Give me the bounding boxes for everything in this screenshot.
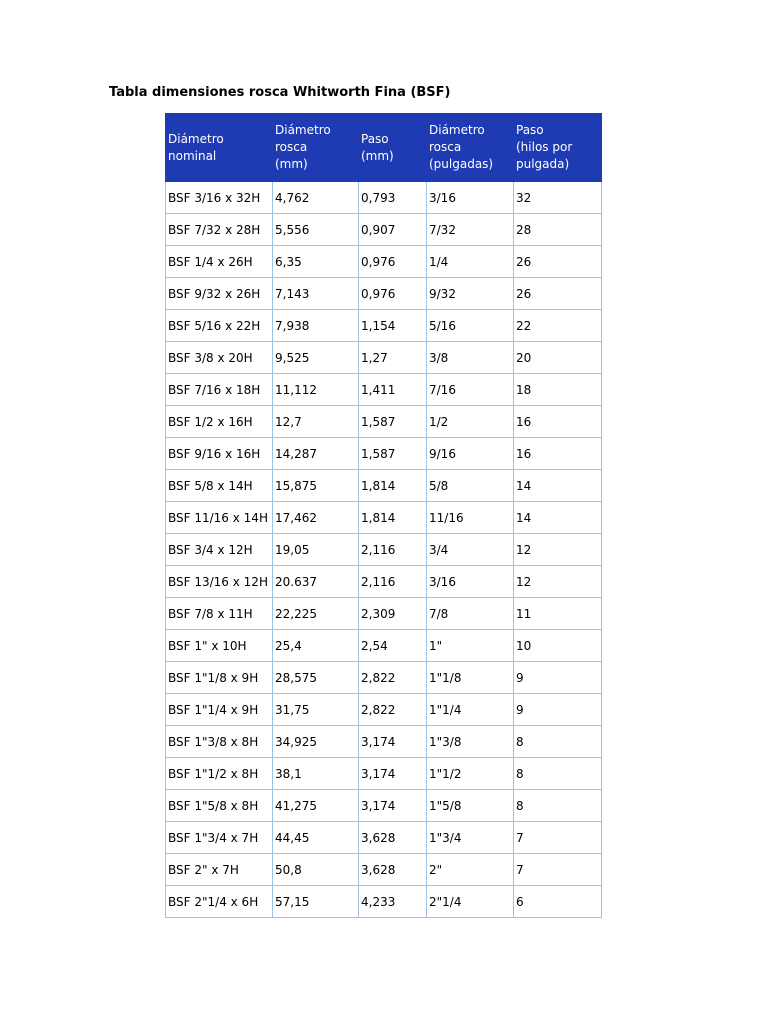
cell-diametro-rosca-mm: 31,75 bbox=[273, 694, 359, 726]
cell-paso-mm: 3,174 bbox=[359, 726, 427, 758]
cell-diametro-rosca-mm: 28,575 bbox=[273, 662, 359, 694]
cell-diametro-rosca-mm: 11,112 bbox=[273, 374, 359, 406]
cell-diametro-rosca-pulgadas: 1"1/2 bbox=[427, 758, 514, 790]
cell-paso-hilos: 26 bbox=[514, 278, 602, 310]
table-row bbox=[166, 278, 602, 310]
cell-paso-hilos: 16 bbox=[514, 406, 602, 438]
cell-diametro-rosca-pulgadas: 3/16 bbox=[427, 566, 514, 598]
cell-diametro-rosca-mm: 34,925 bbox=[273, 726, 359, 758]
cell-diametro-nominal: BSF 3/16 x 32H bbox=[166, 182, 273, 214]
cell-diametro-rosca-pulgadas: 7/16 bbox=[427, 374, 514, 406]
cell-paso-mm: 0,976 bbox=[359, 278, 427, 310]
cell-diametro-nominal: BSF 13/16 x 12H bbox=[166, 566, 273, 598]
cell-diametro-nominal: BSF 3/8 x 20H bbox=[166, 342, 273, 374]
cell-diametro-rosca-pulgadas: 5/16 bbox=[427, 310, 514, 342]
cell-diametro-rosca-pulgadas: 2" bbox=[427, 854, 514, 886]
cell-paso-hilos: 8 bbox=[514, 758, 602, 790]
cell-diametro-rosca-mm: 6,35 bbox=[273, 246, 359, 278]
cell-paso-mm: 1,411 bbox=[359, 374, 427, 406]
table-body bbox=[166, 182, 602, 918]
cell-diametro-rosca-mm: 7,143 bbox=[273, 278, 359, 310]
cell-diametro-nominal: BSF 5/16 x 22H bbox=[166, 310, 273, 342]
cell-paso-hilos: 7 bbox=[514, 854, 602, 886]
cell-paso-hilos: 8 bbox=[514, 790, 602, 822]
cell-diametro-rosca-mm: 15,875 bbox=[273, 470, 359, 502]
cell-paso-hilos: 12 bbox=[514, 566, 602, 598]
table-row bbox=[166, 694, 602, 726]
cell-diametro-rosca-pulgadas: 7/32 bbox=[427, 214, 514, 246]
cell-paso-mm: 1,587 bbox=[359, 438, 427, 470]
cell-diametro-rosca-mm: 5,556 bbox=[273, 214, 359, 246]
cell-paso-hilos: 9 bbox=[514, 694, 602, 726]
cell-paso-hilos: 11 bbox=[514, 598, 602, 630]
cell-paso-mm: 2,116 bbox=[359, 534, 427, 566]
table-row bbox=[166, 502, 602, 534]
cell-paso-mm: 0,976 bbox=[359, 246, 427, 278]
cell-diametro-nominal: BSF 1"5/8 x 8H bbox=[166, 790, 273, 822]
table-row bbox=[166, 182, 602, 214]
table-row bbox=[166, 374, 602, 406]
cell-diametro-nominal: BSF 1" x 10H bbox=[166, 630, 273, 662]
table-row bbox=[166, 534, 602, 566]
cell-diametro-rosca-pulgadas: 1"1/4 bbox=[427, 694, 514, 726]
cell-paso-hilos: 22 bbox=[514, 310, 602, 342]
table-header-row bbox=[166, 114, 602, 182]
cell-diametro-rosca-mm: 17,462 bbox=[273, 502, 359, 534]
cell-paso-hilos: 20 bbox=[514, 342, 602, 374]
cell-diametro-nominal: BSF 2" x 7H bbox=[166, 854, 273, 886]
cell-paso-mm: 1,154 bbox=[359, 310, 427, 342]
cell-paso-mm: 1,27 bbox=[359, 342, 427, 374]
cell-paso-hilos: 7 bbox=[514, 822, 602, 854]
header-diametro-rosca-mm: Diámetro rosca (mm) bbox=[273, 114, 359, 182]
table-row bbox=[166, 758, 602, 790]
cell-diametro-nominal: BSF 2"1/4 x 6H bbox=[166, 886, 273, 918]
cell-paso-hilos: 12 bbox=[514, 534, 602, 566]
cell-diametro-rosca-mm: 50,8 bbox=[273, 854, 359, 886]
cell-diametro-nominal: BSF 1"1/2 x 8H bbox=[166, 758, 273, 790]
cell-diametro-rosca-pulgadas: 3/16 bbox=[427, 182, 514, 214]
cell-diametro-rosca-pulgadas: 1/4 bbox=[427, 246, 514, 278]
cell-diametro-rosca-pulgadas: 9/32 bbox=[427, 278, 514, 310]
cell-diametro-nominal: BSF 1"1/4 x 9H bbox=[166, 694, 273, 726]
cell-diametro-rosca-mm: 44,45 bbox=[273, 822, 359, 854]
cell-diametro-rosca-mm: 41,275 bbox=[273, 790, 359, 822]
table-row bbox=[166, 214, 602, 246]
cell-diametro-nominal: BSF 1"3/4 x 7H bbox=[166, 822, 273, 854]
cell-diametro-nominal: BSF 11/16 x 14H bbox=[166, 502, 273, 534]
cell-diametro-rosca-pulgadas: 3/4 bbox=[427, 534, 514, 566]
cell-diametro-rosca-pulgadas: 2"1/4 bbox=[427, 886, 514, 918]
cell-paso-mm: 2,822 bbox=[359, 694, 427, 726]
cell-diametro-rosca-mm: 9,525 bbox=[273, 342, 359, 374]
cell-diametro-rosca-mm: 14,287 bbox=[273, 438, 359, 470]
cell-paso-mm: 0,793 bbox=[359, 182, 427, 214]
cell-paso-mm: 1,814 bbox=[359, 502, 427, 534]
cell-diametro-rosca-pulgadas: 1"3/4 bbox=[427, 822, 514, 854]
bsf-dimensions-table bbox=[165, 113, 602, 918]
table-row bbox=[166, 246, 602, 278]
cell-paso-hilos: 18 bbox=[514, 374, 602, 406]
cell-paso-mm: 2,309 bbox=[359, 598, 427, 630]
cell-diametro-rosca-pulgadas: 11/16 bbox=[427, 502, 514, 534]
cell-paso-hilos: 14 bbox=[514, 502, 602, 534]
cell-diametro-nominal: BSF 9/16 x 16H bbox=[166, 438, 273, 470]
cell-paso-mm: 1,814 bbox=[359, 470, 427, 502]
cell-diametro-rosca-pulgadas: 1" bbox=[427, 630, 514, 662]
cell-diametro-rosca-mm: 57,15 bbox=[273, 886, 359, 918]
table-row bbox=[166, 598, 602, 630]
cell-diametro-rosca-mm: 7,938 bbox=[273, 310, 359, 342]
table-row bbox=[166, 310, 602, 342]
cell-paso-mm: 3,628 bbox=[359, 854, 427, 886]
header-diametro-rosca-pulgadas: Diámetro rosca (pulgadas) bbox=[427, 114, 514, 182]
cell-diametro-nominal: BSF 1"1/8 x 9H bbox=[166, 662, 273, 694]
cell-diametro-rosca-pulgadas: 1"5/8 bbox=[427, 790, 514, 822]
cell-paso-mm: 4,233 bbox=[359, 886, 427, 918]
table-row bbox=[166, 630, 602, 662]
cell-paso-hilos: 26 bbox=[514, 246, 602, 278]
table-row bbox=[166, 662, 602, 694]
cell-paso-hilos: 8 bbox=[514, 726, 602, 758]
cell-diametro-nominal: BSF 7/32 x 28H bbox=[166, 214, 273, 246]
table-row bbox=[166, 726, 602, 758]
table-row bbox=[166, 406, 602, 438]
cell-paso-mm: 2,116 bbox=[359, 566, 427, 598]
table-row bbox=[166, 342, 602, 374]
table-row bbox=[166, 438, 602, 470]
cell-paso-hilos: 28 bbox=[514, 214, 602, 246]
cell-diametro-nominal: BSF 1/4 x 26H bbox=[166, 246, 273, 278]
cell-diametro-nominal: BSF 7/16 x 18H bbox=[166, 374, 273, 406]
cell-paso-mm: 2,54 bbox=[359, 630, 427, 662]
cell-diametro-rosca-mm: 22,225 bbox=[273, 598, 359, 630]
cell-diametro-nominal: BSF 7/8 x 11H bbox=[166, 598, 273, 630]
cell-paso-mm: 1,587 bbox=[359, 406, 427, 438]
cell-diametro-rosca-mm: 25,4 bbox=[273, 630, 359, 662]
header-paso-hilos: Paso (hilos por pulgada) bbox=[514, 114, 602, 182]
cell-diametro-rosca-pulgadas: 1"1/8 bbox=[427, 662, 514, 694]
cell-diametro-rosca-mm: 38,1 bbox=[273, 758, 359, 790]
table-row bbox=[166, 566, 602, 598]
table-row bbox=[166, 822, 602, 854]
table-row bbox=[166, 854, 602, 886]
cell-paso-mm: 2,822 bbox=[359, 662, 427, 694]
cell-diametro-nominal: BSF 9/32 x 26H bbox=[166, 278, 273, 310]
cell-paso-hilos: 10 bbox=[514, 630, 602, 662]
cell-diametro-rosca-mm: 20.637 bbox=[273, 566, 359, 598]
cell-paso-hilos: 9 bbox=[514, 662, 602, 694]
table-row bbox=[166, 886, 602, 918]
cell-diametro-rosca-pulgadas: 7/8 bbox=[427, 598, 514, 630]
header-diametro-nominal: Diámetro nominal bbox=[166, 114, 273, 182]
cell-diametro-rosca-mm: 4,762 bbox=[273, 182, 359, 214]
cell-paso-hilos: 6 bbox=[514, 886, 602, 918]
cell-diametro-nominal: BSF 1/2 x 16H bbox=[166, 406, 273, 438]
table-row bbox=[166, 790, 602, 822]
cell-diametro-rosca-mm: 12,7 bbox=[273, 406, 359, 438]
cell-paso-hilos: 32 bbox=[514, 182, 602, 214]
cell-diametro-rosca-pulgadas: 9/16 bbox=[427, 438, 514, 470]
cell-diametro-rosca-mm: 19,05 bbox=[273, 534, 359, 566]
cell-diametro-rosca-pulgadas: 1/2 bbox=[427, 406, 514, 438]
cell-paso-mm: 0,907 bbox=[359, 214, 427, 246]
cell-paso-mm: 3,174 bbox=[359, 790, 427, 822]
header-paso-mm: Paso (mm) bbox=[359, 114, 427, 182]
cell-diametro-nominal: BSF 5/8 x 14H bbox=[166, 470, 273, 502]
cell-diametro-rosca-pulgadas: 5/8 bbox=[427, 470, 514, 502]
cell-diametro-nominal: BSF 1"3/8 x 8H bbox=[166, 726, 273, 758]
page-title: Tabla dimensiones rosca Whitworth Fina (BSF) bbox=[109, 85, 451, 100]
cell-paso-hilos: 16 bbox=[514, 438, 602, 470]
cell-diametro-rosca-pulgadas: 3/8 bbox=[427, 342, 514, 374]
table-row bbox=[166, 470, 602, 502]
cell-paso-hilos: 14 bbox=[514, 470, 602, 502]
cell-diametro-nominal: BSF 3/4 x 12H bbox=[166, 534, 273, 566]
cell-diametro-rosca-pulgadas: 1"3/8 bbox=[427, 726, 514, 758]
cell-paso-mm: 3,174 bbox=[359, 758, 427, 790]
cell-paso-mm: 3,628 bbox=[359, 822, 427, 854]
